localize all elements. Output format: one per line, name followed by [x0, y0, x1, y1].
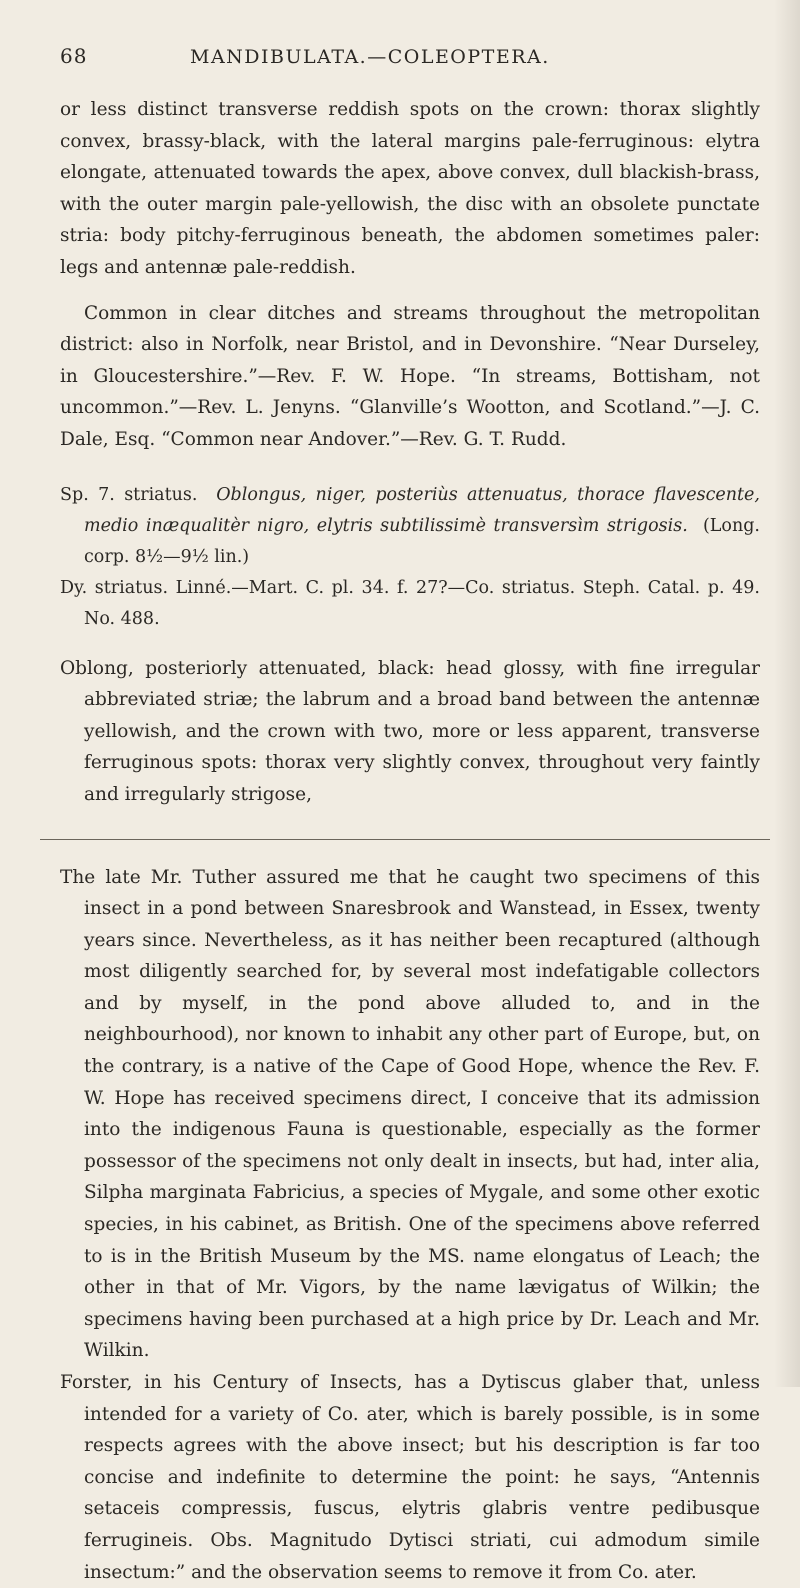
page-edge-shadow: [774, 0, 800, 1387]
footnote-paragraph-1: The late Mr. Tuther assured me that he caught two specimens of this insect in a pond between Snaresbrook and Wanstead, in Essex, twenty years since. Nevertheless, as it has neither been recaptured (although most diligently searched for, by several most indefatigable collectors and by myself, in the pond above alluded to, and in the neighbourhood), nor known to inhabit any other part of Europe, but, on the contrary, is a native of the Cape of Good Hope, whence the Rev. F. W. Hope has received specimens direct, I conceive that its admission into the indigenous Fauna is questionable, especially as the former possessor of the specimens not only dealt in insects, but had, inter alia, Silpha marginata Fabricius, a species of Mygale, and some other exotic species, in his cabinet, as British. One of the specimens above referred to is in the British Museum by the MS. name elongatus of Leach; the other in that of Mr. Vigors, by the name lævigatus of Wilkin; the specimens having been purchased at a high price by Dr. Leach and Mr. Wilkin.: [60, 866, 760, 1362]
running-title: MANDIBULATA.—COLEOPTERA.: [190, 46, 550, 68]
species-description: Oblong, posteriorly attenuated, black: head glossy, with fine irregular abbreviated striæ; the labrum and a broad band between the antennæ yellowish, and the crown with two, more or less apparent, transverse ferruginous spots: thorax very slightly convex, throughout very faintly and irregularly strigose,: [60, 657, 760, 805]
species-size: (Long. corp. 8½—9½ lin.): [84, 515, 760, 567]
species-label: Sp. 7. striatus.: [60, 484, 198, 505]
species-heading: [60, 480, 760, 573]
footnote-paragraph-2: Forster, in his Century of Insects, has a Dytiscus glaber that, unless intended for a variety of Co. ater, which is barely possible, is in some respects agrees with the above insect; but his description is far too concise and indefinite to determine the point: he says, “Antennis setaceis compressis, fuscus, elytris glabris ventre pedibusque ferrugineis. Obs. Magnitudo Dytisci striati, cui admodum simile insectum:” and the observation seems to remove it from Co. ater.: [60, 1372, 760, 1583]
habitat-paragraph: Common in clear ditches and streams throughout the metropolitan district: also in Norfolk, near Bristol, and in Devonshire. “Near Durseley, in Gloucestershire.”—Rev. F. W. Hope. “In streams, Bottisham, not uncommon.”—Rev. L. Jenyns. “Glanville’s Wootton, and Scotland.”—J. C. Dale, Esq. “Common near Andover.”—Rev. G. T. Rudd.: [60, 302, 760, 450]
synonymy: Dy. striatus. Linné.—Mart. C. pl. 34. f. 27?—Co. striatus. Steph. Catal. p. 49. No. 488.: [60, 577, 760, 629]
species-diagnosis: Oblongus, niger, posteriùs attenuatus, thorace flavescente, medio inæqualitèr nigro, elytris subtilissimè transversìm strigosis.: [84, 484, 760, 536]
running-head: [60, 44, 760, 84]
description-continuation: or less distinct transverse reddish spots on the crown: thorax slightly convex, brassy-black, with the lateral margins pale-ferruginous: elytra elongate, attenuated towards the apex, above convex, dull blackish-brass, with the outer margin pale-yellowish, the disc with an obsolete punctate stria: body pitchy-ferruginous beneath, the abdomen sometimes paler: legs and antennæ pale-reddish.: [60, 99, 760, 278]
page-number: 68: [60, 44, 88, 68]
footnote-divider: [40, 839, 770, 840]
